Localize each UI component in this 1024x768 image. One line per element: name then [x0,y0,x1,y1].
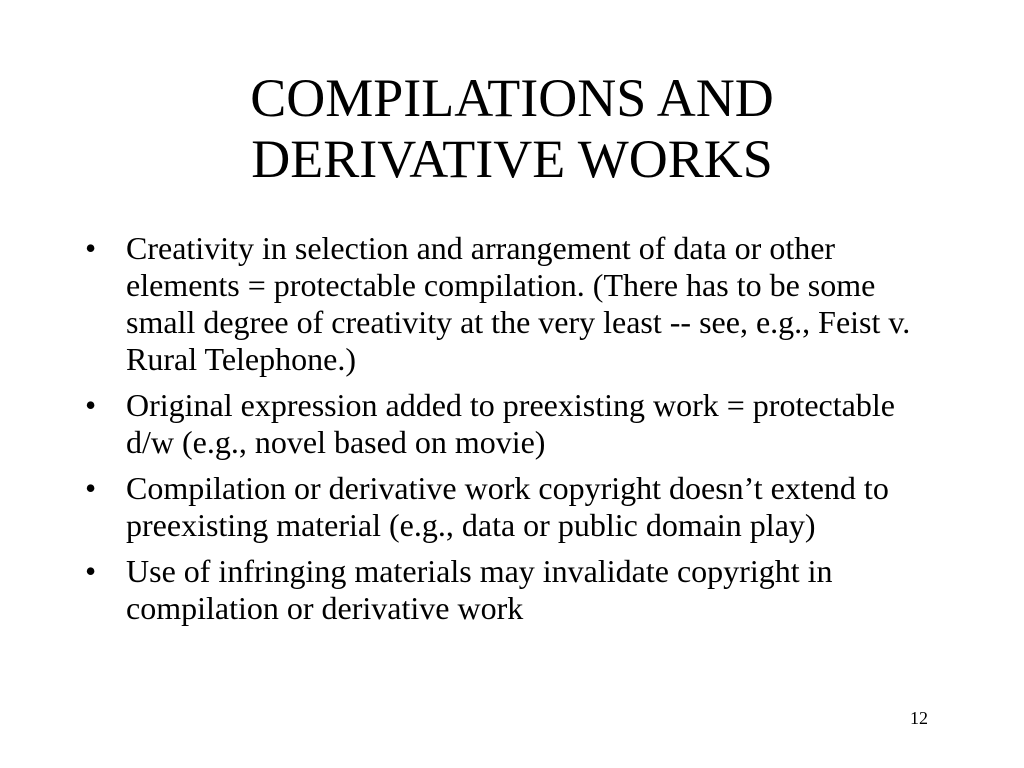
bullet-item-1 [80,230,950,378]
bullet-marker: • [85,387,97,423]
bullet-text-1: Creativity in selection and arrangement of data or other elements = protectable compilation. (There has to be some small degree of creativity at the very least -- see, e.g., Feist v. Rural Telephone.) [126,230,911,377]
bullet-text-4: Use of infringing materials may invalidate copyright in compilation or derivative work [126,553,833,626]
bullet-text-3: Compilation or derivative work copyright doesn’t extend to preexisting material (e.g., data or public domain play) [126,470,889,543]
bullet-marker: • [85,230,97,266]
bullet-item-4 [80,553,950,627]
bullet-item-3 [80,470,950,544]
bullet-marker: • [85,553,97,589]
bullet-marker: • [85,470,97,506]
page-number: 12 [910,708,928,728]
slide-title [0,68,1024,190]
bullet-text-2: Original expression added to preexisting work = protectable d/w (e.g., novel based on movie) [126,387,895,460]
slide-title-line-2: DERIVATIVE WORKS [251,129,773,189]
bullet-list [80,230,950,636]
slide-title-line-1: COMPILATIONS AND [250,68,774,128]
bullet-item-2 [80,387,950,461]
